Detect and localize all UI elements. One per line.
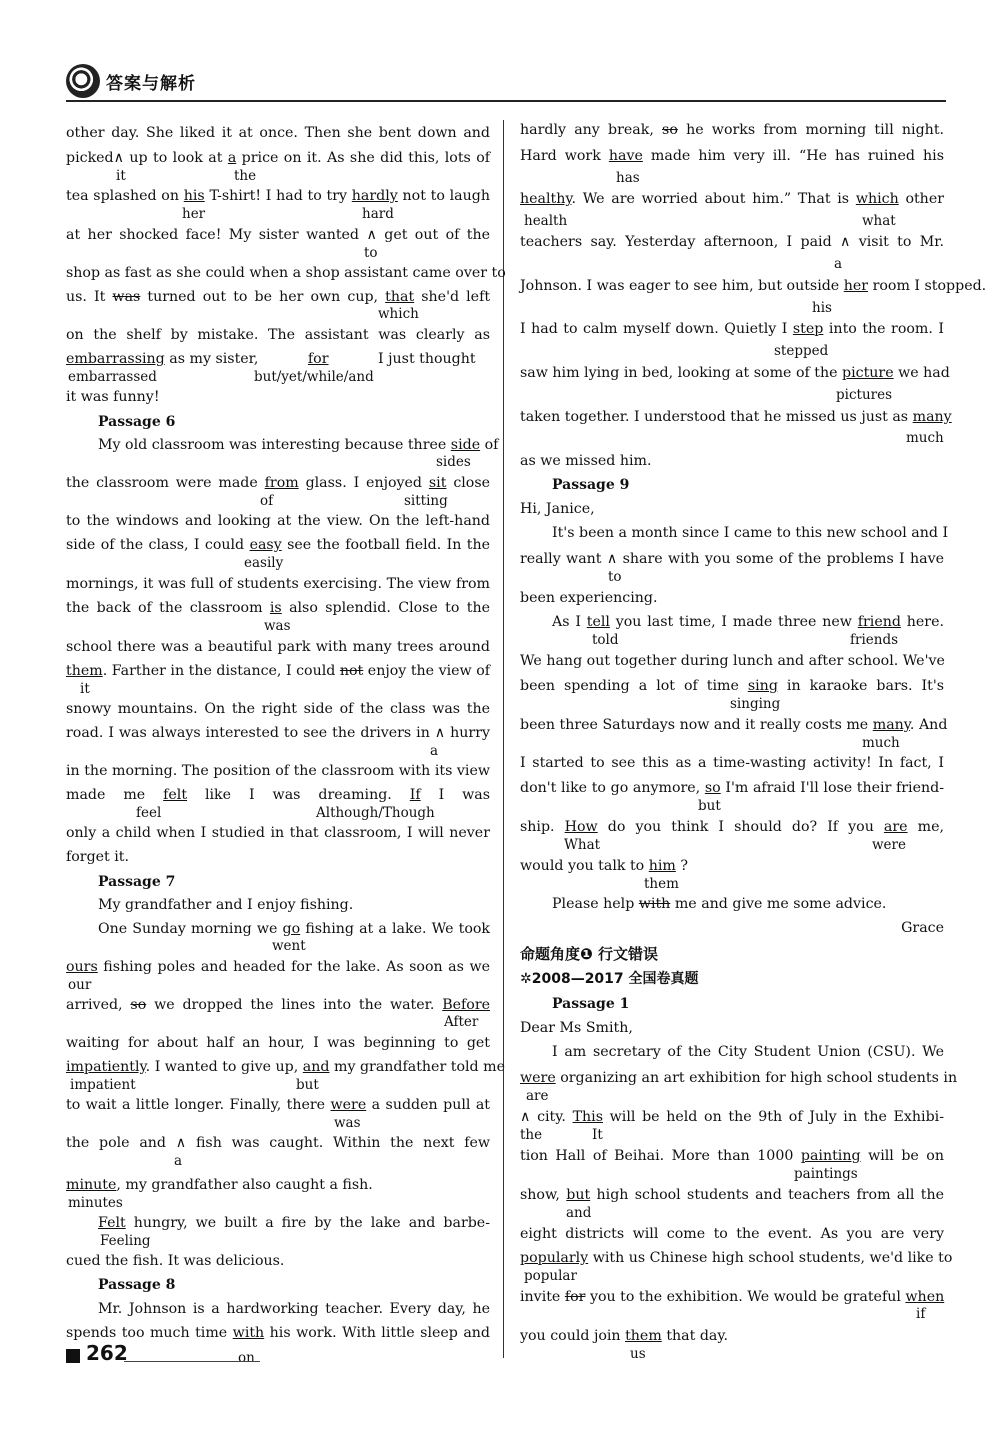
text-line: Felt hungry, we built a fire by the lake and barbe-	[98, 1215, 490, 1231]
correction: stepped	[774, 343, 829, 359]
text-line: arrived, so we dropped the lines into the water. Before	[66, 997, 491, 1013]
text-line: picked∧ up to look at a price on it. As she did this, lots of	[66, 150, 490, 166]
text-line: waiting for about half an hour, I was beginning to get	[66, 1035, 490, 1051]
text-line: healthy. We are worried about him.” That is which other	[520, 191, 944, 207]
text-line: only a child when I studied in that classroom, I will never	[66, 825, 490, 841]
text-line: Please help with me and give me some advice.	[552, 896, 887, 912]
text-line: invite for you to the exhibition. We would be grateful when	[520, 1289, 945, 1305]
correction: health	[524, 213, 568, 229]
correction: sitting	[404, 493, 448, 509]
text-line: hardly any break, so he works from morning till night.	[520, 122, 945, 138]
section-subheading: ✲2008—2017 全国卷真题	[520, 971, 699, 987]
text-line: forget it.	[66, 849, 130, 865]
text-line: been experiencing.	[520, 590, 658, 606]
header-rule	[66, 100, 946, 102]
text-line: tea splashed on his T-shirt! I had to try hardly not to laugh	[66, 188, 490, 204]
text-line: eight districts will come to the event. As you are very	[520, 1226, 944, 1242]
correction: popular	[524, 1268, 577, 1284]
text-line: Johnson. I was eager to see him, but outside her room I stopped.	[520, 278, 987, 294]
correction: them	[644, 876, 679, 892]
text-line: to the windows and looking at the view. On the left-hand	[66, 513, 490, 529]
text-line: to wait a little longer. Finally, there were a sudden pull at	[66, 1097, 490, 1113]
correction: if	[916, 1306, 926, 1322]
text-line: teachers say. Yesterday afternoon, I paid ∧ visit to Mr.	[520, 234, 944, 250]
signature: Grace	[901, 920, 944, 936]
correction: embarrassed	[68, 369, 157, 385]
correction: much	[862, 735, 900, 751]
correction: it	[116, 168, 126, 184]
text-line: taken together. I understood that he missed us just as many	[520, 409, 952, 425]
correction: but	[296, 1077, 319, 1093]
correction: was	[264, 618, 291, 634]
correction: the	[234, 168, 257, 184]
text-line: Hi, Janice,	[520, 501, 595, 517]
text-line: made me felt like I was dreaming. If I was	[66, 787, 491, 803]
correction: sides	[436, 454, 471, 470]
correction: a	[174, 1153, 183, 1169]
text-line: impatiently. I wanted to give up, and my grandfather told me	[66, 1059, 505, 1075]
footer-square-icon	[66, 1349, 80, 1363]
correction: our	[68, 977, 92, 993]
page-number: 262	[86, 1341, 128, 1365]
section-heading: 命题角度❶ 行文错误	[520, 945, 658, 963]
passage-heading: Passage 1	[552, 996, 630, 1012]
text-line: you could join them that day.	[520, 1328, 729, 1344]
text-line: Dear Ms Smith,	[520, 1020, 633, 1036]
passage-heading: Passage 6	[98, 414, 176, 430]
correction: After	[444, 1014, 479, 1030]
text-line: One Sunday morning we go fishing at a lake. We took	[98, 921, 490, 937]
text-line: as we missed him.	[520, 453, 652, 469]
footer-rule	[124, 1361, 260, 1362]
text-line: My old classroom was interesting because three side of	[98, 437, 499, 453]
correction: were	[872, 837, 906, 853]
correction: impatient	[70, 1077, 136, 1093]
correction: of	[260, 493, 274, 509]
correction: much	[906, 430, 944, 446]
text-line: popularly with us Chinese high school students, we'd like to	[520, 1250, 953, 1266]
correction: to	[608, 569, 622, 585]
correction: friends	[850, 632, 899, 648]
text-line: embarrassing as my sister, for I just thought	[66, 351, 476, 367]
correction: but/yet/while/and	[254, 369, 374, 385]
text-line: school there was a beautiful park with many trees around	[66, 639, 490, 655]
text-line: I am secretary of the City Student Union (CSU). We	[552, 1044, 944, 1060]
correction: has	[616, 170, 640, 186]
correction: a	[834, 256, 843, 272]
correction: minutes	[68, 1195, 123, 1211]
text-line: at her shocked face! My sister wanted ∧ get out of the	[66, 227, 491, 243]
text-line: in the morning. The position of the classroom with its view	[66, 763, 490, 779]
text-line: saw him lying in bed, looking at some of the picture we had	[520, 365, 950, 381]
text-line: were organizing an art exhibition for high school students in	[520, 1070, 958, 1086]
text-line: snowy mountains. On the right side of the class was the	[66, 701, 490, 717]
correction: her	[182, 206, 206, 222]
text-line: I started to see this as a time-wasting activity! In fact, I	[520, 755, 944, 771]
text-line: shop as fast as she could when a shop assistant came over to	[66, 265, 506, 281]
passage-heading: Passage 7	[98, 874, 176, 890]
correction: It	[592, 1127, 603, 1143]
text-line: tion Hall of Beihai. More than 1000 painting will be on	[520, 1148, 944, 1164]
correction: pictures	[836, 387, 893, 403]
correction: us	[630, 1346, 646, 1362]
correction: easily	[244, 555, 284, 571]
correction: are	[526, 1088, 549, 1104]
text-line: It's been a month since I came to this new school and I	[552, 525, 949, 541]
correction: his	[812, 300, 832, 316]
text-line: ours fishing poles and headed for the lake. As soon as we	[66, 959, 490, 975]
text-line: cued the fish. It was delicious.	[66, 1253, 285, 1269]
text-line: As I tell you last time, I made three new friend here.	[552, 614, 944, 630]
text-line: ∧ city. This will be held on the 9th of July in the Exhibi-	[520, 1109, 944, 1125]
text-line: don't like to go anymore, so I'm afraid I'll lose their friend-	[520, 780, 944, 796]
correction: what	[862, 213, 896, 229]
text-line: really want ∧ share with you some of the problems I have	[520, 551, 944, 567]
passage-heading: Passage 9	[552, 477, 630, 493]
correction: Feeling	[100, 1233, 151, 1249]
correction: to	[364, 245, 378, 261]
correction: feel	[136, 805, 162, 821]
correction: What	[564, 837, 601, 853]
correction: a	[430, 743, 439, 759]
text-line: minute, my grandfather also caught a fish.	[66, 1177, 373, 1193]
text-line: the classroom were made from glass. I enjoyed sit close	[66, 475, 491, 491]
passage-heading: Passage 8	[98, 1277, 176, 1293]
column-divider	[503, 120, 504, 1358]
text-line: ship. How do you think I should do? If you are me,	[520, 819, 944, 835]
correction: which	[378, 306, 419, 322]
correction: went	[272, 938, 306, 954]
correction: hard	[362, 206, 394, 222]
correction: the	[520, 1127, 543, 1143]
text-line: them. Farther in the distance, I could not enjoy the view of	[66, 663, 490, 679]
text-line: side of the class, I could easy see the football field. In the	[66, 537, 491, 553]
correction: on	[238, 1350, 255, 1366]
correction: and	[566, 1205, 592, 1221]
text-line: other day. She liked it at once. Then she bent down and	[66, 125, 490, 141]
text-line: I had to calm myself down. Quietly I step into the room. I	[520, 321, 944, 337]
correction: but	[698, 798, 721, 814]
correction: singing	[730, 696, 781, 712]
text-line: show, but high school students and teachers from all the	[520, 1187, 944, 1203]
text-line: My grandfather and I enjoy fishing.	[98, 897, 354, 913]
text-line: the back of the classroom is also splendid. Close to the	[66, 600, 490, 616]
text-line: on the shelf by mistake. The assistant was clearly as	[66, 327, 490, 343]
text-line: mornings, it was full of students exercising. The view from	[66, 576, 490, 592]
book-logo-icon	[66, 64, 100, 98]
text-line: been spending a lot of time sing in karaoke bars. It's	[520, 678, 944, 694]
page-header	[66, 64, 946, 98]
text-line: it was funny!	[66, 389, 160, 405]
text-line: road. I was always interested to see the drivers in ∧ hurry	[66, 725, 490, 741]
text-line: Mr. Johnson is a hardworking teacher. Every day, he	[98, 1301, 490, 1317]
correction: told	[592, 632, 619, 648]
text-line: would you talk to him ?	[520, 858, 688, 874]
text-line: We hang out together during lunch and after school. We've	[520, 653, 945, 669]
correction: paintings	[794, 1166, 858, 1182]
correction: it	[80, 681, 90, 697]
correction: was	[334, 1115, 361, 1131]
text-line: the pole and ∧ fish was caught. Within the next few	[66, 1135, 490, 1151]
text-line: Hard work have made him very ill. “He has ruined his	[520, 148, 944, 164]
correction: Although/Though	[316, 805, 435, 821]
text-line: spends too much time with his work. With little sleep and	[66, 1325, 490, 1341]
text-line: been three Saturdays now and it really costs me many. And	[520, 717, 948, 733]
text-line: us. It was turned out to be her own cup, that she'd left	[66, 289, 491, 305]
section-title: 答案与解析	[106, 74, 196, 94]
